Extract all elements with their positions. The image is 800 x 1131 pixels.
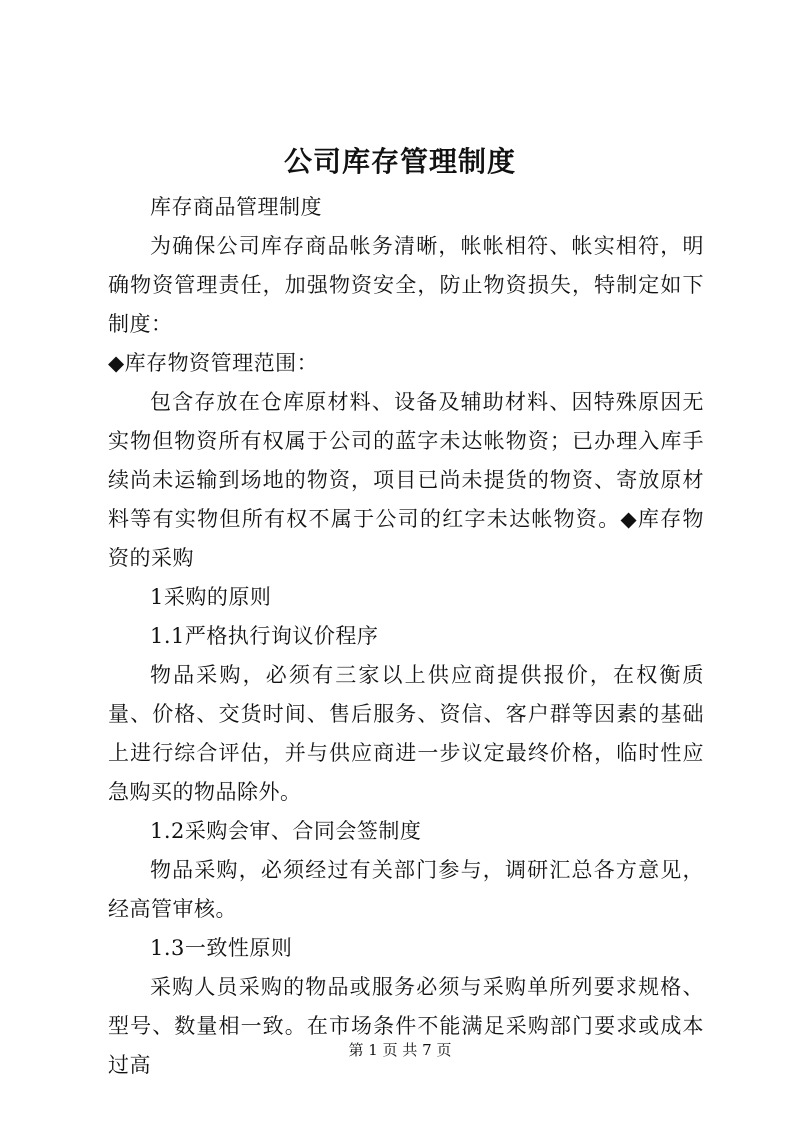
page-number: 第 1 页 共 7 页 bbox=[348, 1041, 452, 1059]
document-body bbox=[108, 188, 704, 1085]
numbered-heading: 1采购的原则 bbox=[150, 585, 272, 609]
numbered-heading: 1.2采购会审、合同会签制度 bbox=[150, 819, 422, 843]
document-title: 公司库存管理制度 bbox=[283, 145, 516, 178]
numbered-heading: 1.1严格执行询议价程序 bbox=[150, 624, 379, 648]
body-paragraph: 物品采购，必须经过有关部门参与，调研汇总各方意见，经高管审核。 bbox=[108, 858, 704, 921]
body-paragraph: 包含存放在仓库原材料、设备及辅助材料、因特殊原因无实物但物资所有权属于公司的蓝字未达帐物资；已办理入库手续尚未运输到场地的物资，项目已尚未提货的物资、寄放原材料等有实物但所有权不属于公司的红字未达帐物资。◆库存物资的采购 bbox=[108, 390, 704, 570]
body-paragraph: 采购人员采购的物品或服务必须与采购单所列要求规格、型号、数量相一致。在市场条件不能满足采购部门要求或成本过高 bbox=[108, 975, 704, 1077]
body-paragraph: 为确保公司库存商品帐务清晰，帐帐相符、帐实相符，明确物资管理责任，加强物资安全，防止物资损失，特制定如下制度： bbox=[108, 234, 704, 336]
bullet-heading: ◆库存物资管理范围： bbox=[108, 351, 319, 375]
numbered-heading: 1.3一致性原则 bbox=[150, 936, 293, 960]
body-paragraph: 物品采购，必须有三家以上供应商提供报价，在权衡质量、价格、交货时间、售后服务、资信、客户群等因素的基础上进行综合评估，并与供应商进一步议定最终价格，临时性应急购买的物品除外。 bbox=[108, 663, 704, 804]
section-heading: 库存商品管理制度 bbox=[150, 195, 322, 219]
